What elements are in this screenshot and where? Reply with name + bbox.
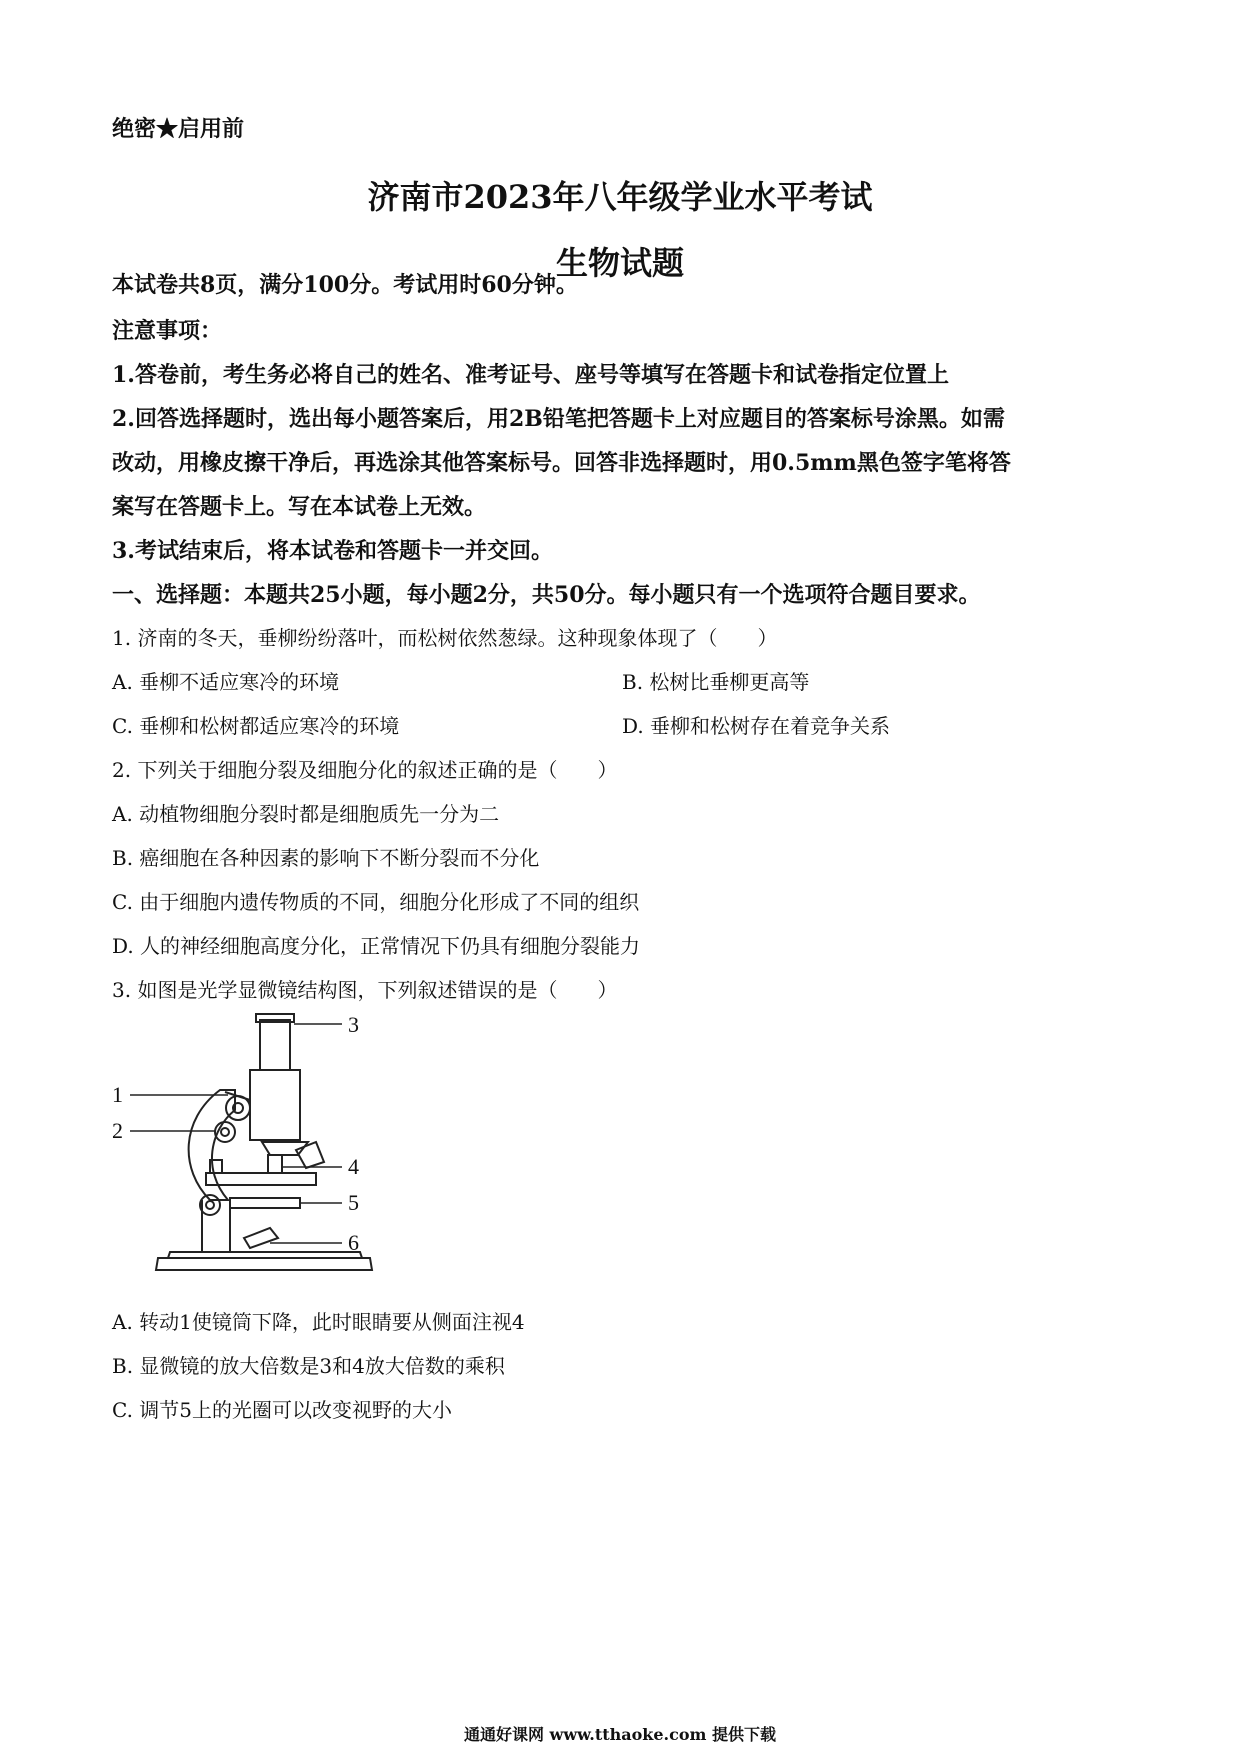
secret-label: 绝密★启用前 <box>112 116 245 142</box>
exam-subtitle: 生物试题 <box>555 244 684 282</box>
notice-item-2-line-2: 改动，用橡皮擦干净后，再选涂其他答案标号。回答非选择题时，用0.5mm黑色签字笔将答 <box>112 450 1011 476</box>
question-2-option-c: C. 由于细胞内遗传物质的不同，细胞分化形成了不同的组织 <box>112 890 640 914</box>
question-3-option-b: B. 显微镜的放大倍数是3和4放大倍数的乘积 <box>112 1354 505 1378</box>
question-3-option-a: A. 转动1使镜筒下降，此时眼睛要从侧面注视4 <box>112 1310 525 1334</box>
figure-label-5: 5 <box>348 1190 359 1215</box>
notice-item-2-line-3: 案写在答题卡上。写在本试卷上无效。 <box>112 494 487 520</box>
question-1-option-b: B. 松树比垂柳更高等 <box>622 670 810 694</box>
question-1-option-c: C. 垂柳和松树都适应寒冷的环境 <box>112 714 400 738</box>
question-3-stem: 3. 如图是光学显微镜结构图，下列叙述错误的是（ ） <box>112 978 618 1002</box>
figure-label-2: 2 <box>112 1118 123 1143</box>
question-3-option-c: C. 调节5上的光圈可以改变视野的大小 <box>112 1398 453 1422</box>
figure-label-3: 3 <box>348 1012 359 1037</box>
microscope-figure <box>110 1010 440 1290</box>
question-1-stem: 1. 济南的冬天，垂柳纷纷落叶，而松树依然葱绿。这种现象体现了（ ） <box>112 626 778 650</box>
figure-label-1: 1 <box>112 1082 123 1107</box>
notice-item-1: 1.答卷前，考生务必将自己的姓名、准考证号、座号等填写在答题卡和试卷指定位置上 <box>112 362 949 388</box>
notice-heading: 注意事项： <box>112 318 223 344</box>
figure-label-6: 6 <box>348 1230 359 1255</box>
figure-label-4: 4 <box>348 1154 359 1179</box>
exam-info: 本试卷共8页，满分100分。考试用时60分钟。 <box>112 272 578 298</box>
notice-item-2-line-1: 2.回答选择题时，选出每小题答案后，用2B铅笔把答题卡上对应题目的答案标号涂黑。如需 <box>112 406 1005 432</box>
question-2-option-a: A. 动植物细胞分裂时都是细胞质先一分为二 <box>112 802 500 826</box>
question-1-option-a: A. 垂柳不适应寒冷的环境 <box>112 670 340 694</box>
section-heading: 一、选择题：本题共25小题，每小题2分，共50分。每小题只有一个选项符合题目要求。 <box>112 582 981 608</box>
page-footer: 通通好课网 www.tthaoke.com 提供下载 <box>463 1725 777 1744</box>
question-1-option-d: D. 垂柳和松树存在着竞争关系 <box>622 714 891 738</box>
notice-item-3: 3.考试结束后，将本试卷和答题卡一并交回。 <box>112 538 553 564</box>
exam-title: 济南市2023年八年级学业水平考试 <box>367 178 873 216</box>
question-2-stem: 2. 下列关于细胞分裂及细胞分化的叙述正确的是（ ） <box>112 758 618 782</box>
question-2-option-d: D. 人的神经细胞高度分化，正常情况下仍具有细胞分裂能力 <box>112 934 641 958</box>
question-2-option-b: B. 癌细胞在各种因素的影响下不断分裂而不分化 <box>112 846 540 870</box>
